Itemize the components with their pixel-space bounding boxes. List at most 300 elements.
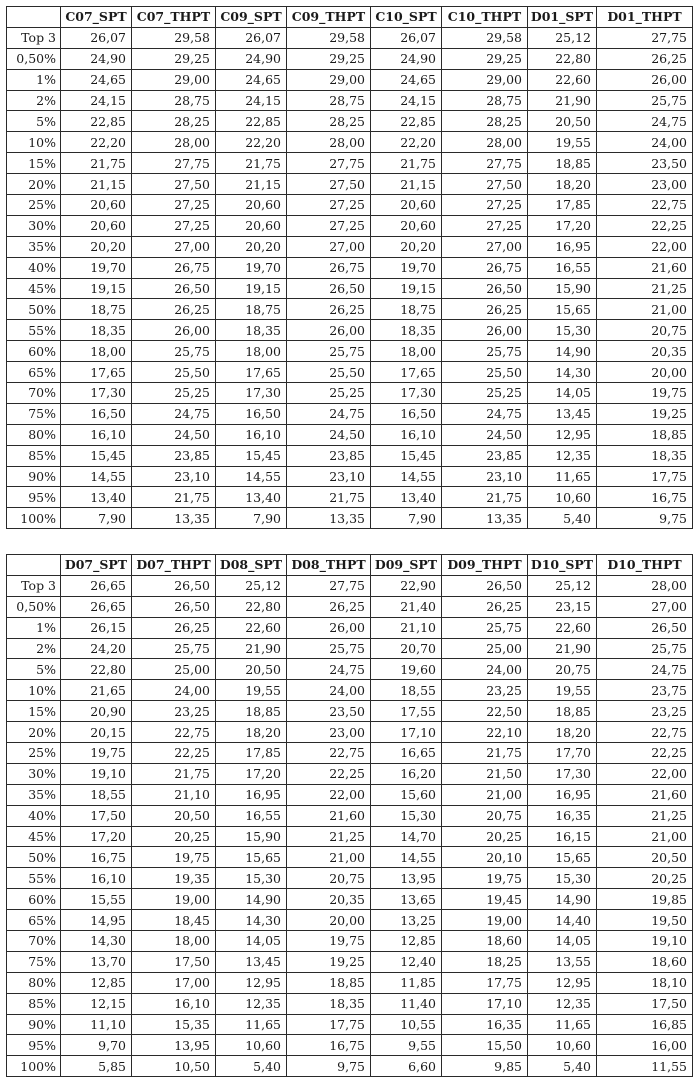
score-cell: 26,65 bbox=[61, 596, 132, 617]
score-cell: 17,85 bbox=[216, 743, 287, 764]
score-cell: 15,65 bbox=[528, 847, 597, 868]
score-cell: 20,75 bbox=[597, 320, 693, 341]
score-cell: 25,00 bbox=[132, 659, 216, 680]
row-label: 20% bbox=[7, 174, 61, 195]
score-cell: 17,10 bbox=[371, 722, 442, 743]
score-cell: 9,55 bbox=[371, 1035, 442, 1056]
score-cell: 29,00 bbox=[442, 69, 528, 90]
score-cell: 14,90 bbox=[528, 889, 597, 910]
score-cell: 16,65 bbox=[371, 743, 442, 764]
row-label: Top 3 bbox=[7, 27, 61, 48]
score-cell: 17,55 bbox=[371, 701, 442, 722]
score-cell: 25,25 bbox=[442, 383, 528, 404]
score-cell: 15,35 bbox=[132, 1014, 216, 1035]
score-cell: 11,40 bbox=[371, 993, 442, 1014]
score-cell: 20,10 bbox=[442, 847, 528, 868]
score-cell: 19,45 bbox=[442, 889, 528, 910]
score-cell: 19,55 bbox=[528, 680, 597, 701]
table-body bbox=[7, 27, 693, 528]
score-cell: 14,95 bbox=[61, 910, 132, 931]
score-cell: 21,90 bbox=[528, 90, 597, 111]
row-label: 90% bbox=[7, 466, 61, 487]
score-cell: 20,60 bbox=[371, 195, 442, 216]
row-label: 50% bbox=[7, 847, 61, 868]
row-label: 70% bbox=[7, 931, 61, 952]
score-cell: 10,55 bbox=[371, 1014, 442, 1035]
score-cell: 19,75 bbox=[597, 383, 693, 404]
table-row bbox=[7, 466, 693, 487]
score-cell: 24,50 bbox=[442, 424, 528, 445]
table-row bbox=[7, 680, 693, 701]
row-label: 15% bbox=[7, 153, 61, 174]
score-cell: 20,50 bbox=[597, 847, 693, 868]
score-cell: 21,00 bbox=[597, 826, 693, 847]
score-cell: 27,25 bbox=[132, 215, 216, 236]
table-row bbox=[7, 320, 693, 341]
score-cell: 19,75 bbox=[287, 931, 371, 952]
row-label: 60% bbox=[7, 889, 61, 910]
score-cell: 14,90 bbox=[216, 889, 287, 910]
score-cell: 11,10 bbox=[61, 1014, 132, 1035]
score-cell: 27,75 bbox=[442, 153, 528, 174]
score-cell: 20,00 bbox=[597, 362, 693, 383]
score-cell: 17,00 bbox=[132, 972, 216, 993]
score-cell: 25,50 bbox=[442, 362, 528, 383]
score-cell: 18,35 bbox=[287, 993, 371, 1014]
score-cell: 20,20 bbox=[371, 236, 442, 257]
table-row bbox=[7, 236, 693, 257]
score-cell: 21,65 bbox=[61, 680, 132, 701]
score-cell: 25,75 bbox=[597, 90, 693, 111]
score-cell: 28,75 bbox=[132, 90, 216, 111]
score-cell: 23,10 bbox=[287, 466, 371, 487]
table-row bbox=[7, 722, 693, 743]
score-cell: 13,45 bbox=[216, 951, 287, 972]
score-cell: 21,75 bbox=[442, 487, 528, 508]
score-cell: 20,25 bbox=[442, 826, 528, 847]
row-label: 5% bbox=[7, 111, 61, 132]
score-cell: 24,90 bbox=[371, 48, 442, 69]
column-header: D10_THPT bbox=[597, 555, 693, 576]
score-cell: 17,65 bbox=[61, 362, 132, 383]
score-cell: 25,75 bbox=[287, 341, 371, 362]
score-cell: 20,15 bbox=[61, 722, 132, 743]
score-cell: 19,75 bbox=[442, 868, 528, 889]
score-cell: 17,65 bbox=[371, 362, 442, 383]
score-cell: 19,15 bbox=[61, 278, 132, 299]
score-cell: 21,00 bbox=[442, 784, 528, 805]
score-cell: 17,20 bbox=[528, 215, 597, 236]
score-cell: 16,10 bbox=[132, 993, 216, 1014]
score-cell: 15,30 bbox=[216, 868, 287, 889]
score-cell: 28,00 bbox=[597, 575, 693, 596]
score-cell: 27,75 bbox=[287, 153, 371, 174]
score-cell: 16,10 bbox=[61, 424, 132, 445]
table-row bbox=[7, 617, 693, 638]
score-cell: 24,75 bbox=[597, 111, 693, 132]
score-cell: 29,58 bbox=[287, 27, 371, 48]
score-cell: 15,90 bbox=[528, 278, 597, 299]
score-cell: 21,40 bbox=[371, 596, 442, 617]
score-cell: 19,25 bbox=[597, 403, 693, 424]
score-cell: 18,85 bbox=[216, 701, 287, 722]
score-cell: 11,55 bbox=[597, 1056, 693, 1077]
header-row bbox=[7, 7, 693, 28]
score-cell: 16,55 bbox=[528, 257, 597, 278]
table-row bbox=[7, 27, 693, 48]
score-cell: 29,58 bbox=[442, 27, 528, 48]
score-cell: 21,25 bbox=[597, 278, 693, 299]
score-cell: 15,60 bbox=[371, 784, 442, 805]
score-cell: 19,70 bbox=[371, 257, 442, 278]
table-row bbox=[7, 784, 693, 805]
score-cell: 23,75 bbox=[597, 680, 693, 701]
table-row bbox=[7, 341, 693, 362]
table-row bbox=[7, 424, 693, 445]
score-cell: 14,30 bbox=[216, 910, 287, 931]
score-cell: 16,35 bbox=[528, 805, 597, 826]
row-label: 75% bbox=[7, 403, 61, 424]
column-header: C09_SPT bbox=[216, 7, 287, 28]
score-cell: 20,20 bbox=[216, 236, 287, 257]
row-label: 30% bbox=[7, 215, 61, 236]
corner-cell bbox=[7, 7, 61, 28]
score-cell: 26,00 bbox=[132, 320, 216, 341]
score-cell: 9,75 bbox=[287, 1056, 371, 1077]
score-cell: 14,90 bbox=[528, 341, 597, 362]
score-cell: 21,60 bbox=[597, 784, 693, 805]
table-row bbox=[7, 951, 693, 972]
column-header: D08_SPT bbox=[216, 555, 287, 576]
score-cell: 15,50 bbox=[442, 1035, 528, 1056]
score-cell: 18,35 bbox=[61, 320, 132, 341]
table-row bbox=[7, 403, 693, 424]
score-cell: 23,25 bbox=[132, 701, 216, 722]
score-cell: 28,00 bbox=[442, 132, 528, 153]
score-cell: 20,35 bbox=[597, 341, 693, 362]
score-cell: 21,60 bbox=[597, 257, 693, 278]
score-cell: 13,40 bbox=[216, 487, 287, 508]
score-cell: 21,00 bbox=[287, 847, 371, 868]
score-cell: 12,95 bbox=[216, 972, 287, 993]
score-cell: 27,00 bbox=[597, 596, 693, 617]
score-cell: 17,70 bbox=[528, 743, 597, 764]
column-header: D10_SPT bbox=[528, 555, 597, 576]
score-cell: 25,00 bbox=[442, 638, 528, 659]
score-cell: 16,75 bbox=[287, 1035, 371, 1056]
score-cell: 15,45 bbox=[216, 445, 287, 466]
score-cell: 20,60 bbox=[371, 215, 442, 236]
score-cell: 15,30 bbox=[371, 805, 442, 826]
score-cell: 21,15 bbox=[61, 174, 132, 195]
table-row bbox=[7, 596, 693, 617]
score-cell: 19,10 bbox=[61, 763, 132, 784]
score-cell: 14,40 bbox=[528, 910, 597, 931]
score-cell: 22,25 bbox=[132, 743, 216, 764]
score-cell: 17,50 bbox=[132, 951, 216, 972]
score-cell: 21,60 bbox=[287, 805, 371, 826]
score-cell: 22,75 bbox=[132, 722, 216, 743]
score-cell: 19,70 bbox=[61, 257, 132, 278]
row-label: 15% bbox=[7, 701, 61, 722]
score-cell: 21,75 bbox=[61, 153, 132, 174]
score-cell: 13,35 bbox=[287, 508, 371, 529]
score-cell: 5,40 bbox=[528, 1056, 597, 1077]
column-header: C07_THPT bbox=[132, 7, 216, 28]
row-label: 0,50% bbox=[7, 48, 61, 69]
score-cell: 28,00 bbox=[287, 132, 371, 153]
score-cell: 10,60 bbox=[216, 1035, 287, 1056]
score-cell: 27,75 bbox=[287, 575, 371, 596]
table-row bbox=[7, 1035, 693, 1056]
table-row bbox=[7, 575, 693, 596]
row-label: Top 3 bbox=[7, 575, 61, 596]
score-cell: 13,45 bbox=[528, 403, 597, 424]
score-cell: 21,10 bbox=[132, 784, 216, 805]
score-cell: 19,10 bbox=[597, 931, 693, 952]
row-label: 60% bbox=[7, 341, 61, 362]
score-cell: 18,85 bbox=[597, 424, 693, 445]
row-label: 35% bbox=[7, 784, 61, 805]
score-cell: 19,15 bbox=[216, 278, 287, 299]
score-cell: 19,75 bbox=[61, 743, 132, 764]
score-cell: 16,95 bbox=[216, 784, 287, 805]
score-cell: 18,20 bbox=[216, 722, 287, 743]
table-row bbox=[7, 972, 693, 993]
score-cell: 13,25 bbox=[371, 910, 442, 931]
score-cell: 26,00 bbox=[597, 69, 693, 90]
score-cell: 24,65 bbox=[371, 69, 442, 90]
score-cell: 16,50 bbox=[371, 403, 442, 424]
score-cell: 20,60 bbox=[61, 195, 132, 216]
score-cell: 17,20 bbox=[216, 763, 287, 784]
row-label: 25% bbox=[7, 743, 61, 764]
score-cell: 16,95 bbox=[528, 784, 597, 805]
score-cell: 24,50 bbox=[132, 424, 216, 445]
score-cell: 19,25 bbox=[287, 951, 371, 972]
column-header: C07_SPT bbox=[61, 7, 132, 28]
score-cell: 22,25 bbox=[597, 215, 693, 236]
score-cell: 25,50 bbox=[287, 362, 371, 383]
table-row bbox=[7, 383, 693, 404]
score-cell: 18,20 bbox=[528, 722, 597, 743]
score-cell: 16,10 bbox=[216, 424, 287, 445]
score-cell: 26,50 bbox=[132, 278, 216, 299]
score-cell: 15,65 bbox=[528, 299, 597, 320]
score-cell: 18,60 bbox=[442, 931, 528, 952]
row-label: 65% bbox=[7, 362, 61, 383]
table-header bbox=[7, 555, 693, 576]
row-label: 80% bbox=[7, 424, 61, 445]
score-cell: 21,15 bbox=[216, 174, 287, 195]
score-cell: 25,75 bbox=[597, 638, 693, 659]
table-row bbox=[7, 195, 693, 216]
score-cell: 22,60 bbox=[216, 617, 287, 638]
score-cell: 19,55 bbox=[216, 680, 287, 701]
table-row bbox=[7, 659, 693, 680]
score-cell: 25,75 bbox=[287, 638, 371, 659]
score-cell: 16,55 bbox=[216, 805, 287, 826]
row-label: 2% bbox=[7, 638, 61, 659]
row-label: 20% bbox=[7, 722, 61, 743]
table-row bbox=[7, 299, 693, 320]
score-cell: 18,20 bbox=[528, 174, 597, 195]
score-cell: 20,70 bbox=[371, 638, 442, 659]
score-cell: 7,90 bbox=[216, 508, 287, 529]
score-cell: 24,15 bbox=[371, 90, 442, 111]
score-cell: 12,95 bbox=[528, 972, 597, 993]
table-row bbox=[7, 889, 693, 910]
score-cell: 16,10 bbox=[61, 868, 132, 889]
score-cell: 20,00 bbox=[287, 910, 371, 931]
score-cell: 22,85 bbox=[61, 111, 132, 132]
score-cell: 17,20 bbox=[61, 826, 132, 847]
table-row bbox=[7, 508, 693, 529]
score-cell: 28,00 bbox=[132, 132, 216, 153]
score-cell: 27,25 bbox=[132, 195, 216, 216]
score-cell: 16,50 bbox=[61, 403, 132, 424]
score-cell: 22,75 bbox=[597, 722, 693, 743]
score-cell: 24,65 bbox=[216, 69, 287, 90]
score-cell: 22,00 bbox=[597, 236, 693, 257]
score-cell: 18,60 bbox=[597, 951, 693, 972]
score-cell: 14,55 bbox=[371, 847, 442, 868]
score-cell: 18,85 bbox=[528, 153, 597, 174]
score-cell: 19,70 bbox=[216, 257, 287, 278]
score-cell: 12,40 bbox=[371, 951, 442, 972]
score-cell: 25,25 bbox=[132, 383, 216, 404]
row-label: 75% bbox=[7, 951, 61, 972]
score-cell: 13,55 bbox=[528, 951, 597, 972]
score-cell: 26,07 bbox=[371, 27, 442, 48]
score-cell: 16,75 bbox=[61, 847, 132, 868]
row-label: 50% bbox=[7, 299, 61, 320]
score-cell: 18,75 bbox=[61, 299, 132, 320]
score-cell: 12,35 bbox=[528, 445, 597, 466]
score-cell: 17,30 bbox=[528, 763, 597, 784]
score-cell: 18,25 bbox=[442, 951, 528, 972]
table-row bbox=[7, 763, 693, 784]
table-row bbox=[7, 487, 693, 508]
score-cell: 18,85 bbox=[528, 701, 597, 722]
score-cell: 27,00 bbox=[287, 236, 371, 257]
score-cell: 26,00 bbox=[287, 617, 371, 638]
table-row bbox=[7, 362, 693, 383]
score-cell: 20,25 bbox=[132, 826, 216, 847]
score-cell: 21,90 bbox=[528, 638, 597, 659]
score-cell: 18,55 bbox=[371, 680, 442, 701]
score-cell: 27,00 bbox=[132, 236, 216, 257]
corner-cell bbox=[7, 555, 61, 576]
score-cell: 17,75 bbox=[287, 1014, 371, 1035]
column-header: D01_SPT bbox=[528, 7, 597, 28]
score-cell: 24,75 bbox=[442, 403, 528, 424]
row-label: 40% bbox=[7, 257, 61, 278]
score-cell: 20,60 bbox=[61, 215, 132, 236]
score-cell: 20,75 bbox=[442, 805, 528, 826]
score-cell: 20,90 bbox=[61, 701, 132, 722]
score-cell: 19,85 bbox=[597, 889, 693, 910]
row-label: 55% bbox=[7, 320, 61, 341]
score-cell: 21,75 bbox=[287, 487, 371, 508]
score-cell: 27,00 bbox=[442, 236, 528, 257]
column-header: D08_THPT bbox=[287, 555, 371, 576]
row-label: 1% bbox=[7, 69, 61, 90]
score-cell: 28,25 bbox=[132, 111, 216, 132]
score-cell: 16,10 bbox=[371, 424, 442, 445]
score-cell: 7,90 bbox=[371, 508, 442, 529]
score-cell: 26,25 bbox=[442, 299, 528, 320]
score-cell: 13,70 bbox=[61, 951, 132, 972]
score-cell: 14,55 bbox=[61, 466, 132, 487]
score-cell: 9,75 bbox=[597, 508, 693, 529]
score-cell: 14,05 bbox=[528, 383, 597, 404]
score-cell: 29,00 bbox=[132, 69, 216, 90]
score-table-c07-d01 bbox=[6, 6, 693, 529]
score-cell: 19,60 bbox=[371, 659, 442, 680]
score-cell: 22,80 bbox=[216, 596, 287, 617]
score-cell: 15,30 bbox=[528, 868, 597, 889]
score-cell: 14,70 bbox=[371, 826, 442, 847]
row-label: 2% bbox=[7, 90, 61, 111]
score-cell: 13,35 bbox=[132, 508, 216, 529]
score-cell: 15,30 bbox=[528, 320, 597, 341]
header-row bbox=[7, 555, 693, 576]
table-row bbox=[7, 743, 693, 764]
score-cell: 15,45 bbox=[371, 445, 442, 466]
score-cell: 6,60 bbox=[371, 1056, 442, 1077]
score-cell: 21,15 bbox=[371, 174, 442, 195]
column-header: C10_THPT bbox=[442, 7, 528, 28]
score-cell: 22,90 bbox=[371, 575, 442, 596]
score-cell: 19,35 bbox=[132, 868, 216, 889]
table-row bbox=[7, 278, 693, 299]
score-cell: 13,40 bbox=[61, 487, 132, 508]
row-label: 35% bbox=[7, 236, 61, 257]
score-cell: 26,07 bbox=[61, 27, 132, 48]
score-cell: 22,80 bbox=[528, 48, 597, 69]
score-cell: 5,85 bbox=[61, 1056, 132, 1077]
score-cell: 24,75 bbox=[132, 403, 216, 424]
score-cell: 11,65 bbox=[216, 1014, 287, 1035]
score-cell: 13,95 bbox=[371, 868, 442, 889]
score-cell: 20,60 bbox=[216, 195, 287, 216]
score-cell: 16,20 bbox=[371, 763, 442, 784]
row-label: 95% bbox=[7, 1035, 61, 1056]
score-cell: 26,75 bbox=[442, 257, 528, 278]
score-cell: 18,35 bbox=[216, 320, 287, 341]
score-cell: 14,30 bbox=[528, 362, 597, 383]
row-label: 55% bbox=[7, 868, 61, 889]
score-cell: 19,15 bbox=[371, 278, 442, 299]
score-cell: 23,00 bbox=[597, 174, 693, 195]
score-cell: 20,20 bbox=[61, 236, 132, 257]
score-cell: 23,10 bbox=[132, 466, 216, 487]
score-cell: 18,85 bbox=[287, 972, 371, 993]
score-cell: 11,65 bbox=[528, 466, 597, 487]
score-cell: 24,90 bbox=[216, 48, 287, 69]
score-cell: 9,85 bbox=[442, 1056, 528, 1077]
score-cell: 13,65 bbox=[371, 889, 442, 910]
score-cell: 10,50 bbox=[132, 1056, 216, 1077]
score-cell: 18,45 bbox=[132, 910, 216, 931]
score-cell: 20,50 bbox=[528, 111, 597, 132]
score-cell: 5,40 bbox=[216, 1056, 287, 1077]
score-cell: 19,00 bbox=[442, 910, 528, 931]
score-cell: 26,75 bbox=[132, 257, 216, 278]
score-cell: 24,00 bbox=[597, 132, 693, 153]
score-cell: 27,75 bbox=[597, 27, 693, 48]
